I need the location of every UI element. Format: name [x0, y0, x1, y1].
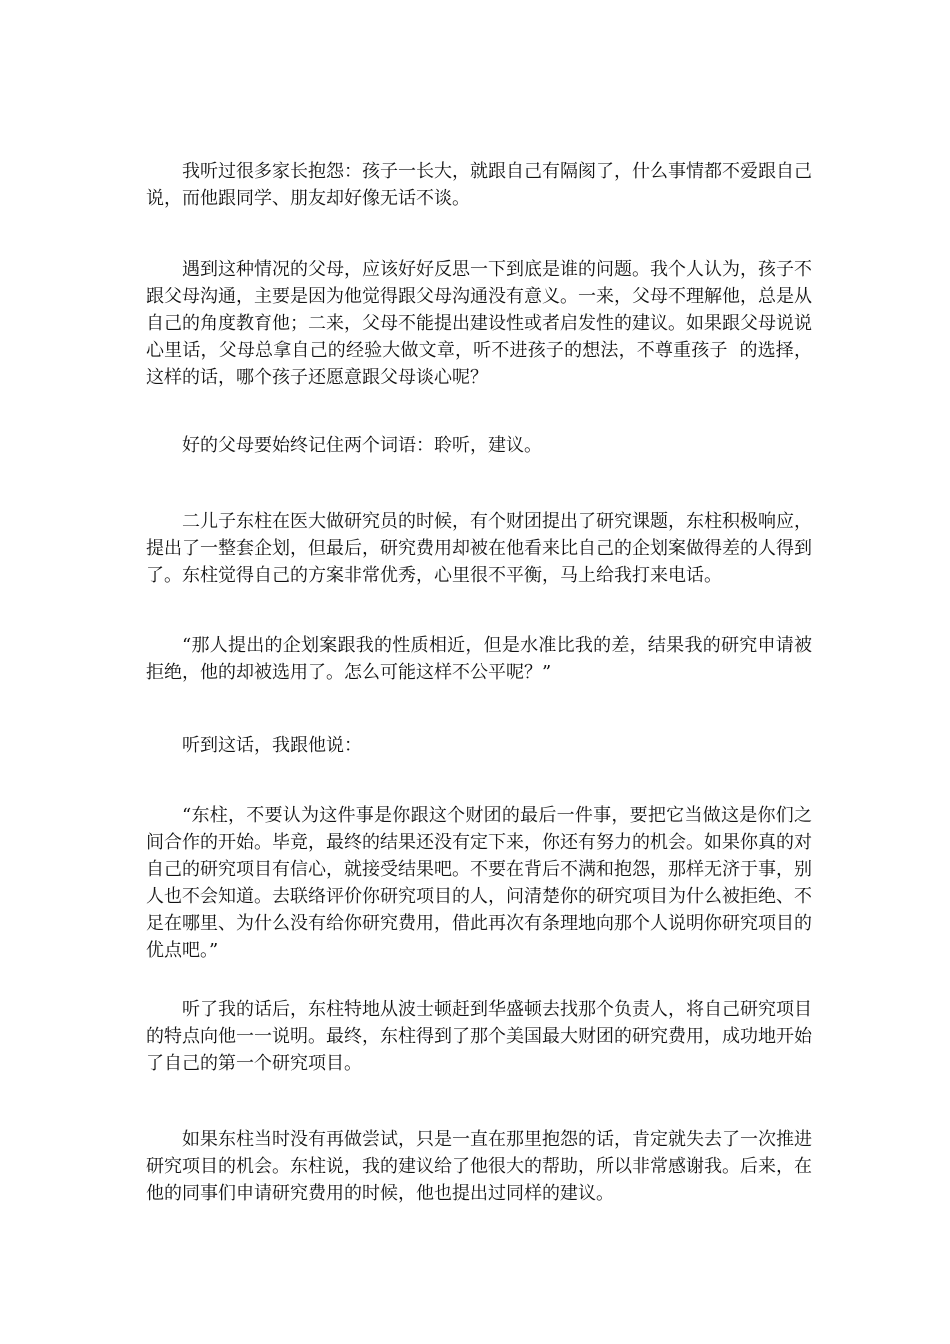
paragraph-3: 好的父母要始终记住两个词语：聆听，建议。 [182, 435, 542, 456]
paragraph-6: 听到这话，我跟他说： [182, 735, 362, 756]
paragraph-1: 我听过很多家长抱怨：孩子一长大，就跟自己有隔阂了，什么事情都不爱跟自己说，而他跟同学、朋友却好像无话不谈。 [146, 161, 812, 209]
paragraph-4: 二儿子东柱在医大做研究员的时候，有个财团提出了研究课题，东柱积极响应，提出了一整套企划，但最后，研究费用却被在他看来比自己的企划案做得差的人得到了。东柱觉得自己的方案非常优秀，心里很不平衡，马上给我打来电话。 [146, 511, 812, 586]
paragraph-7: “东柱，不要认为这件事是你跟这个财团的最后一件事，要把它当做这是你们之间合作的开始。毕竟，最终的结果还没有定下来，你还有努力的机会。如果你真的对自己的研究项目有信心，就接受结果吧。不要在背后不满和抱怨，那样无济于事，别人也不会知道。去联络评价你研究项目的人，问清楚你的研究项目为什么被拒绝、不足在哪里、为什么没有给你研究费用，借此再次有条理地向那个人说明你研究项目的优点吧。” [146, 805, 812, 961]
paragraph-8: 听了我的话后，东柱特地从波士顿赶到华盛顿去找那个负责人，将自己研究项目的特点向他一一说明。最终，东柱得到了那个美国最大财团的研究费用，成功地开始了自己的第一个研究项目。 [146, 999, 812, 1074]
paragraph-5: “那人提出的企划案跟我的性质相近，但是水准比我的差，结果我的研究申请被拒绝，他的却被选用了。怎么可能这样不公平呢？” [146, 635, 812, 683]
paragraph-2: 遇到这种情况的父母，应该好好反思一下到底是谁的问题。我个人认为，孩子不跟父母沟通，主要是因为他觉得跟父母沟通没有意义。一来，父母不理解他，总是从自己的角度教育他；二来，父母不能提出建设性或者启发性的建议。如果跟父母说说心里话，父母总拿自己的经验大做文章，听不进孩子的想法，不尊重孩子 的选择，这样的话，哪个孩子还愿意跟父母谈心呢？ [146, 259, 812, 388]
paragraph-9: 如果东柱当时没有再做尝试，只是一直在那里抱怨的话，肯定就失去了一次推进研究项目的机会。东柱说，我的建议给了他很大的帮助，所以非常感谢我。后来，在他的同事们申请研究费用的时候，他也提出过同样的建议。 [146, 1129, 812, 1204]
